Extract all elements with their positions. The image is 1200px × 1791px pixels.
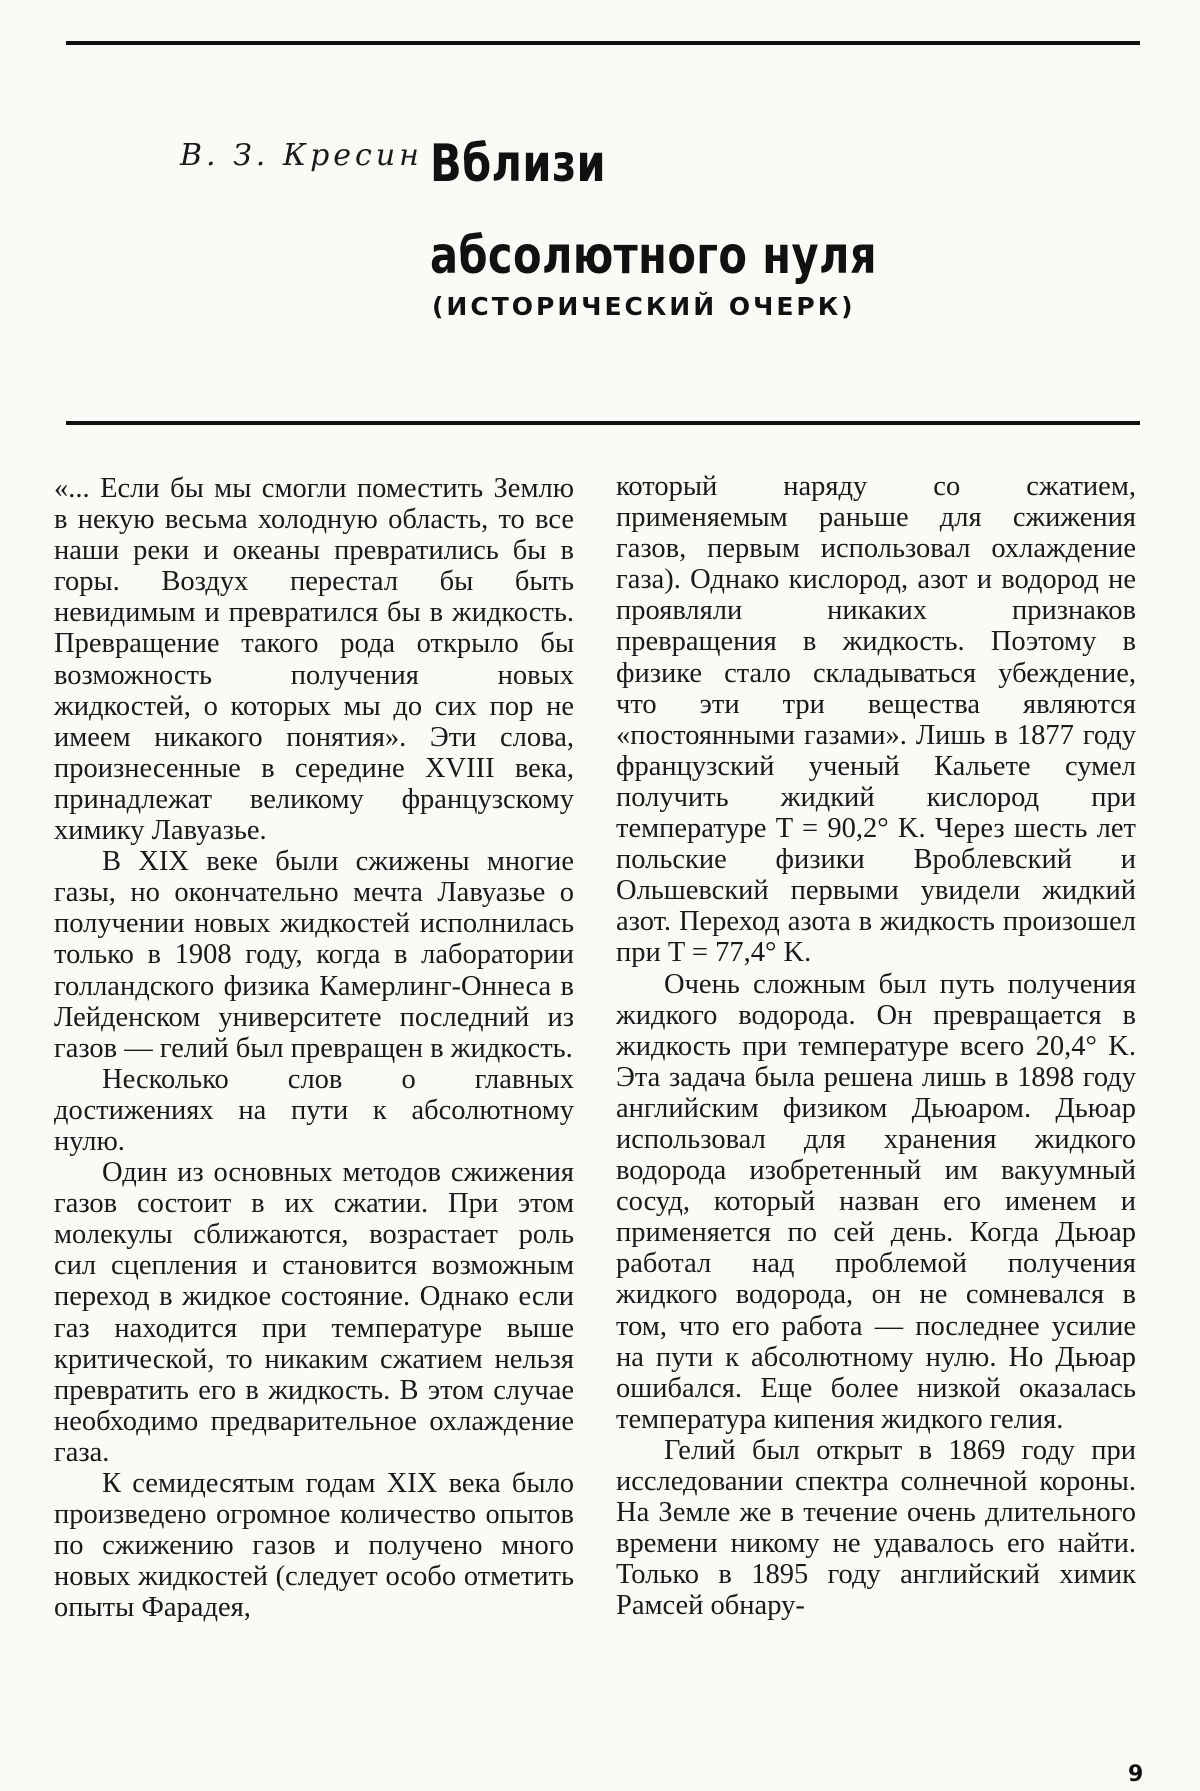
- page-number: 9: [1128, 1762, 1144, 1787]
- paragraph: Несколько слов о главных достижениях на пути к абсолютному нулю.: [54, 1063, 574, 1157]
- paragraph: Очень сложным был путь получения жидкого водорода. Он превращается в жидкость при температуре всего 20,4° K. Эта задача была решена лишь в 1898 году английским физиком Дьюаром. Дьюар использовал для хранения жидкого водорода изобретенный им вакуумный сосуд, который назван его именем и применяется по сей день. Когда Дьюар работал над проблемой получения жидкого водорода, он не сомневался в том, что его работа — последнее усилие на пути к абсолютному нулю. Но Дьюар ошибался. Еще более низкой оказалась температура кипения жидкого гелия.: [616, 968, 1136, 1435]
- paragraph: В XIX веке были сжижены многие газы, но окончательно мечта Лавуазье о получении новых жидкостей исполнилась только в 1908 году, когда в лаборатории голландского физика Камерлинг-Оннеса в Лейденском университете последний из газов — гелий был превращен в жидкость.: [54, 846, 574, 1064]
- title-line-1: Вблизи: [430, 134, 607, 194]
- right-column: [616, 471, 1136, 1621]
- article-subtitle: (ИСТОРИЧЕСКИЙ ОЧЕРК): [432, 292, 856, 321]
- left-column: [54, 473, 574, 1623]
- header-divider: [66, 421, 1140, 425]
- author-name: В. З. Кресин: [180, 138, 423, 173]
- article-title: [430, 118, 877, 302]
- top-rule: [66, 41, 1140, 45]
- paragraph: «... Если бы мы смогли поместить Землю в некую весьма холодную область, то все наши реки и океаны превратились бы в горы. Воздух перестал бы быть невидимым и превратился бы в жидкость. Превращение такого рода открыло бы возможность получения новых жидкостей, о которых мы до сих пор не имеем никакого понятия». Эти слова, произнесенные в середине XVIII века, принадлежат великому французскому химику Лавуазье.: [54, 473, 574, 847]
- paragraph: Один из основных методов сжижения газов состоит в их сжатии. При этом молекулы сближаются, возрастает роль сил сцепления и становится возможным переход в жидкое состояние. Однако если газ находится при температуре выше критической, то никаким сжатием нельзя превратить его в жидкость. В этом случае необходимо предварительное охлаждение газа.: [54, 1157, 574, 1468]
- paragraph: К семидесятым годам XIX века было произведено огромное количество опытов по сжижению газов и получено много новых жидкостей (следует особо отметить опыты Фарадея,: [54, 1468, 574, 1624]
- paragraph: который наряду со сжатием, применяемым раньше для сжижения газов, первым использовал охлаждение газа). Однако кислород, азот и водород не проявляли никаких признаков превращения в жидкость. Поэтому в физике стало складываться убеждение, что эти три вещества являются «постоянными газами». Лишь в 1877 году французский ученый Кальете сумел получить жидкий кислород при температуре T = 90,2° K. Через шесть лет польские физики Вроблевский и Ольшевский первыми увидели жидкий азот. Переход азота в жидкость произошел при T = 77,4° K.: [616, 471, 1136, 969]
- title-line-2: абсолютного нуля: [430, 226, 877, 286]
- paragraph: Гелий был открыт в 1869 году при исследовании спектра солнечной короны. На Земле же в течение очень длительного времени никому не удавалось его найти. Только в 1895 году английский химик Рамсей обнару-: [616, 1434, 1136, 1622]
